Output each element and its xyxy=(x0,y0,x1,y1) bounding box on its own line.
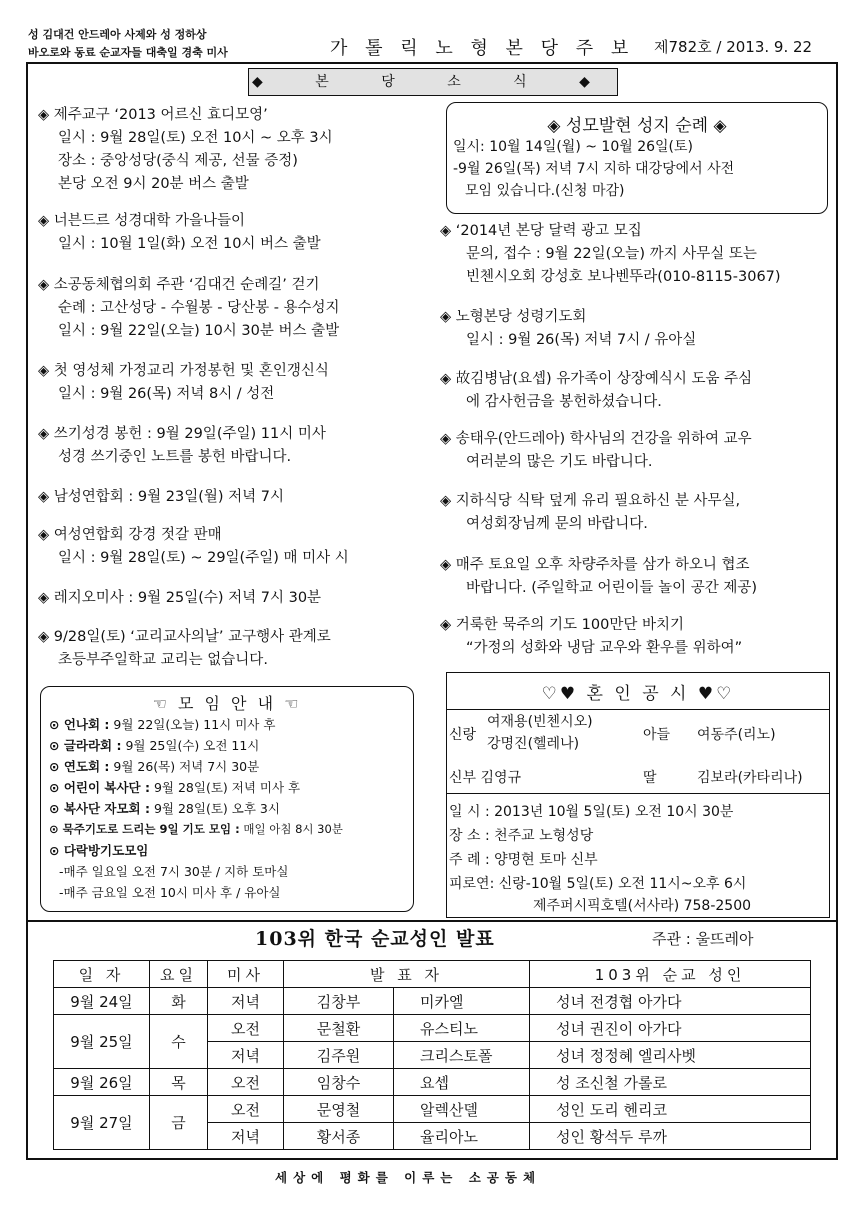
notice-item: ◈ 노형본당 성령기도회 일시 : 9월 26(목) 저녁 7시 / 유아실 xyxy=(440,309,697,348)
notice-item: ◈ 거룩한 묵주의 기도 100만단 바치기 “가정의 성화와 냉담 교우와 환우를 위하여” xyxy=(440,617,743,656)
header-feast-title xyxy=(28,26,228,62)
meeting-item: ⊙ 글라라회 : 9월 25일(수) 오전 11시 xyxy=(49,738,260,753)
notice-item: ◈ 쓰기성경 봉헌 : 9월 29일(주일) 11시 미사 성경 쓰기중인 노트를 봉헌 바랍니다. xyxy=(38,426,326,465)
notice-item: ◈ 여성연합회 강경 젓갈 판매 일시 : 9월 28일(토) ~ 29일(주일) 매 미사 시 xyxy=(38,527,349,566)
table-row: 9월 27일 금 오전 문영철 알렉산델 성인 도리 헨리코 xyxy=(54,1096,811,1123)
notice-item: ◈ 남성연합회 : 9월 23일(월) 저녁 7시 xyxy=(38,489,284,505)
notice-item: ◈ 레지오미사 : 9월 25일(수) 저녁 7시 30분 xyxy=(38,590,322,606)
meetings-box: ☜ 모 임 안 내 ☜ ⊙ 언나회 : 9월 22일(오늘) 11시 미사 후 ⊙ 글라라회 : 9월 25일(수) 오전 11시 ⊙ 연도회 : 9월 26(목) 저녁 7시 30분 ⊙ 어린이 복사단 : 9월 28일(토) 저녁 미사 후 ⊙ 복사단 자모회 : 9월 28일(토) 오후 3시 ⊙ 묵주기도로 드리는 9일 기도 모임 : 매일 아침 8시 30분 ⊙ 다락방기도모임 -매주 일요일 오전 7시 30분 / 지하 토마실 -매주 금요일 오전 10시 미사 후 / 유아실 xyxy=(40,686,414,912)
notice-item: ◈ 첫 영성체 가정교리 가정봉헌 및 혼인갱신식 일시 : 9월 26(목) 저녁 8시 / 성전 xyxy=(38,363,329,402)
notice-item: ◈ ‘2014년 본당 달력 광고 모집 문의, 접수 : 9월 22일(오늘) 까지 사무실 또는 빈첸시오회 강성호 보나벤뚜라(010-8115-3067) xyxy=(440,223,781,285)
meeting-item: ⊙ 연도회 : 9월 26(목) 저녁 7시 30분 xyxy=(49,759,260,774)
table-header-row: 일 자 요일 미사 발 표 자 103위 순교 성인 xyxy=(54,961,811,988)
meeting-item: ⊙ 묵주기도로 드리는 9일 기도 모임 : 매일 아침 8시 30분 xyxy=(49,822,343,836)
lectures-title: 103위 한국 순교성인 발표 xyxy=(255,928,495,950)
divider xyxy=(447,793,829,794)
table-row: 9월 26일 목 오전 임창수 요셉 성 조신철 가롤로 xyxy=(54,1069,811,1096)
wedding-title: ♡♥ 혼 인 공 시 ♥♡ xyxy=(541,684,735,704)
notice-item: ◈ 제주교구 ‘2013 어르신 효디모영’ 일시 : 9월 28일(토) 오전 10시 ~ 오후 3시 장소 : 중앙성당(중식 제공, 선물 증정) 본당 오전 9시 20분 버스 출발 xyxy=(38,107,333,192)
section-divider xyxy=(26,920,838,922)
header-left-line2: 바오로와 동료 순교자들 대축일 경축 미사 xyxy=(28,46,228,59)
notice-item: ◈ 故김병남(요셉) 유가족이 상장예식시 도움 주심 에 감사헌금을 봉헌하셨습니다. xyxy=(440,371,753,410)
meeting-item: ⊙ 언나회 : 9월 22일(오늘) 11시 미사 후 xyxy=(49,717,276,732)
issue-number: 제782호 / 2013. 9. 22 xyxy=(654,38,813,56)
notice-item: ◈ 소공동체협의회 주관 ‘김대건 순례길’ 걷기 순례 : 고산성당 - 수월봉 - 당산봉 - 용수성지 일시 : 9월 22일(오늘) 10시 30분 버스 출발 xyxy=(38,277,340,339)
notice-item: ◈ 9/28일(토) ‘교리교사의날’ 교구행사 관계로 초등부주일학교 교리는 없습니다. xyxy=(38,629,331,668)
notice-item: ◈ 너븐드르 성경대학 가을나들이 일시 : 10월 1일(화) 오전 10시 버스 출발 xyxy=(38,213,321,252)
table-row: 저녁 황서종 율리아노 성인 황석두 루까 xyxy=(54,1123,811,1150)
notice-bar: ◆ 본 당 소 식 ◆ xyxy=(248,68,618,96)
footer-motto: 세상에 평화를 이루는 소공동체 xyxy=(275,1170,542,1185)
meeting-item: ⊙ 어린이 복사단 : 9월 28일(토) 저녁 미사 후 xyxy=(49,780,301,795)
table-row: 저녁 김주원 크리스토폴 성녀 정정혜 엘리사벳 xyxy=(54,1042,811,1069)
notice-item: ◈ 매주 토요일 오후 차량주차를 삼가 하오니 협조 바랍니다. (주일학교 어린이들 놀이 공간 제공) xyxy=(440,557,758,596)
pilgrimage-title: ◈ 성모발현 성지 순례 ◈ xyxy=(547,116,727,136)
notice-item: ◈ 지하식당 식탁 덮게 유리 필요하신 분 사무실, 여성회장님께 문의 바랍니다. xyxy=(440,493,741,532)
lectures-table xyxy=(53,960,811,1150)
header-left-line1: 성 김대건 안드레아 사제와 성 정하상 xyxy=(28,28,207,41)
table-row: 9월 24일 화 저녁 김창부 미카엘 성녀 전경협 아가다 xyxy=(54,988,811,1015)
meeting-item: ⊙ 복사단 자모회 : 9월 28일(토) 오후 3시 xyxy=(49,801,280,816)
lectures-organizer: 주관 : 울뜨레아 xyxy=(652,930,754,948)
table-row: 9월 25일 수 오전 문철환 유스티노 성녀 권진이 아가다 xyxy=(54,1015,811,1042)
wedding-announcement: ♡♥ 혼 인 공 시 ♥♡ 신랑 여재용(빈첸시오) 강명진(헬레나) 아들 여동주(리노) 신부 김영규 딸 김보라(카타리나) 일 시 : 2013년 10월 5일(토) 오전 10시 30분 장 소 : 천주교 노형성당 주 례 : 양명현 토마 신부 피로연: 신랑-10월 5일(토) 오전 11시~오후 6시 제주퍼시픽호텔(서사라) 758-2500 xyxy=(446,672,830,918)
divider xyxy=(447,709,829,710)
meeting-item: ⊙ 다락방기도모임 xyxy=(49,843,149,858)
pilgrimage-box: ◈ 성모발현 성지 순례 ◈ 일시: 10월 14일(월) ~ 10월 26일(토) -9월 26일(목) 저녁 7시 지하 대강당에서 사전 모임 있습니다.(신청 마감) xyxy=(446,102,828,214)
bulletin-title: 가 톨 릭 노 형 본 당 주 보 xyxy=(330,38,635,59)
meetings-title: ☜ 모 임 안 내 ☜ xyxy=(152,694,302,713)
notice-item: ◈ 송태우(안드레아) 학사님의 건강을 위하여 교우 여러분의 많은 기도 바랍니다. xyxy=(440,431,752,470)
